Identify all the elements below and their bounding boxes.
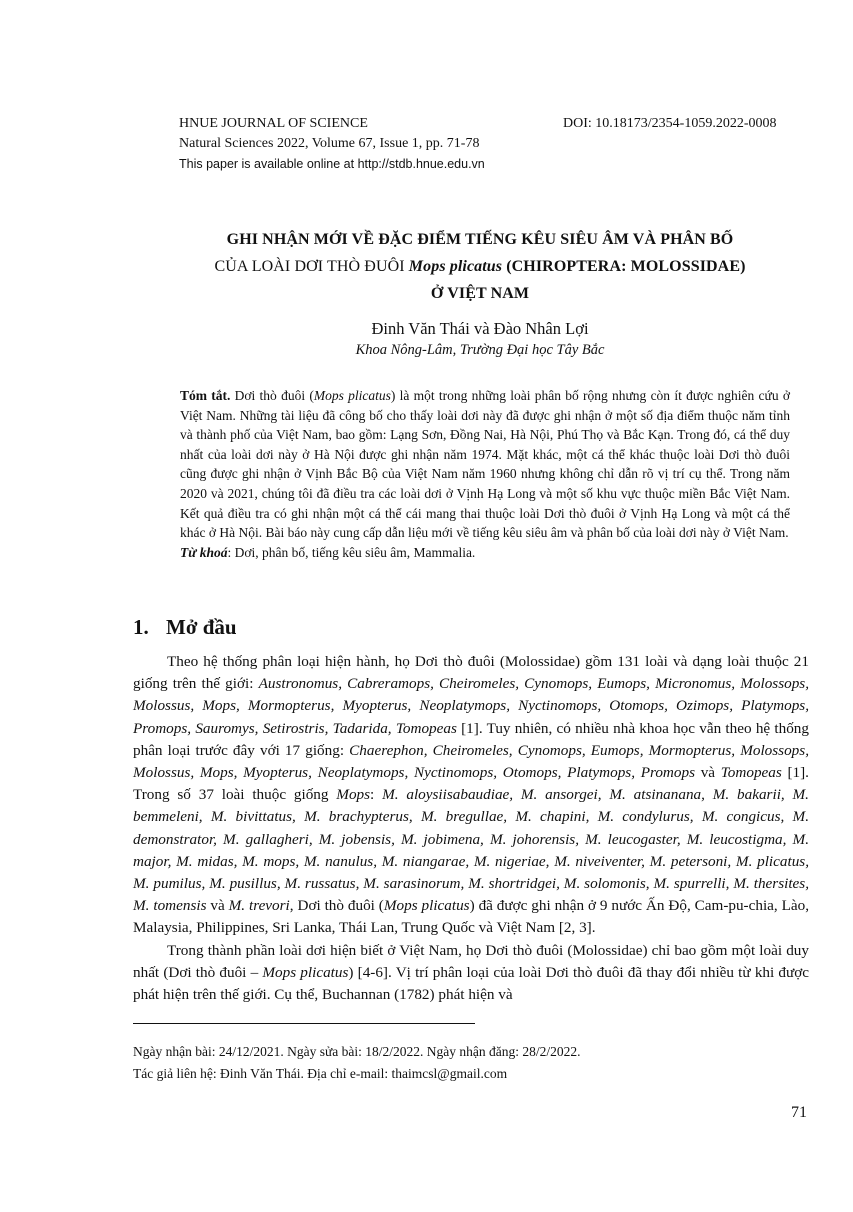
section-heading [133,615,237,640]
section-number: 1. [133,615,149,639]
section-title: Mở đầu [166,615,237,639]
authors: Đinh Văn Thái và Đào Nhân Lợi [371,319,589,338]
journal-issue: Natural Sciences 2022, Volume 67, Issue 1, pp. 71-78 [179,136,480,151]
online-availability: This paper is available online at http://stdb.hnue.edu.vn [179,157,485,171]
footnote-contact: Tác giả liên hệ: Đinh Văn Thái. Địa chỉ e-mail: thaimcsl@gmail.com [133,1066,508,1081]
abstract [180,386,790,562]
section-body [133,651,809,1006]
title-line-3: Ở VIỆT NAM [430,285,530,302]
paragraph-2: Trong thành phần loài dơi hiện biết ở Việt Nam, họ Dơi thò đuôi (Molossidae) chỉ bao gồm một loài duy nhất (Dơi thò đuôi – Mops plicatus) [4-6]. Vị trí phân loại của loài Dơi thò đuôi đã thay đổi nhiều từ khi được phát hiện trên thế giới. Cụ thể, Buchannan (1782) phát hiện và [133,941,810,1004]
page-number: 71 [791,1104,807,1121]
keywords: Từ khoá: Dơi, phân bố, tiếng kêu siêu âm, Mammalia. [180,544,476,560]
affiliation: Khoa Nông-Lâm, Trường Đại học Tây Bắc [355,342,605,358]
paragraph-1: Theo hệ thống phân loại hiện hành, họ Dơi thò đuôi (Molossidae) gồm 131 loài và dạng loài thuộc 21 giống trên thế giới: Austronomus, Cabreramops, Cheiromeles, Cynomops, Eumops, Micronomus, Molossops, Molossus, Mops, Mormopterus, Myopterus, Neoplatymops, Nyctinomops, Otomops, Ozimops, Platymops, Promops, Sauromys, Setirostris, Tadarida, Tomopeas [1]. Tuy nhiên, có nhiều nhà khoa học vẫn theo hệ thống phân loại trước đây với 17 giống: Chaerephon, Cheiromeles, Cynomops, Eumops, Mormopterus, Molossops, Molossus, Mops, Myopterus, Neoplatymops, Nyctinomops, Otomops, Platymops, Promops và Tomopeas [1]. Trong số 37 loài thuộc giống Mops: M. aloysiisabaudiae, M. ansorgei, M. atsinanana, M. bakarii, M. bemmeleni, M. bivittatus, M. brachypterus, M. bregullae, M. chapini, M. condylurus, M. congicus, M. demonstrator, M. gallagheri, M. jobensis, M. jobimena, M. johorensis, M. leucogaster, M. leucostigma, M. major, M. midas, M. mops, M. nanulus, M. niangarae, M. nigeriae, M. niveiventer, M. petersoni, M. plicatus, M. pumilus, M. pusillus, M. russatus, M. sarasinorum, M. shortridgei, M. solomonis, M. spurrelli, M. thersites, M. tomensis và M. trevori, Dơi thò đuôi (Mops plicatus) đã được ghi nhận ở 9 nước Ấn Độ, Cam-pu-chia, Lào, Malaysia, Philippines, Sri Lanka, Thái Lan, Trung Quốc và Việt Nam [2, 3]. [133,653,810,937]
doi: DOI: 10.18173/2354-1059.2022-0008 [563,116,777,131]
abstract-body: Tóm tắt. Dơi thò đuôi (Mops plicatus) là một trong những loài phân bố rộng nhưng còn ít được nghiên cứu ở Việt Nam. Những tài liệu đã công bố cho thấy loài dơi này đã được ghi nhận ở một số địa điểm thuộc năm tỉnh và thành phố của Việt Nam, bao gồm: Lạng Sơn, Đồng Nai, Hà Nội, Phú Thọ và Bắc Kạn. Trong đó, cá thể duy nhất của loài dơi này ở Hà Nội được ghi nhận năm 1974. Mặt khác, một cá thể khác thuộc loài Dơi thò đuôi cũng được ghi nhận ở Vịnh Bắc Bộ của Việt Nam năm 1960 nhưng không chỉ dẫn rõ vị trí cụ thể. Trong năm 2020 và 2021, chúng tôi đã điều tra các loài dơi ở Vịnh Hạ Long và một số khu vực thuộc miền Bắc Việt Nam. Kết quả điều tra có ghi nhận một cá thể cái mang thai thuộc loài Dơi thò đuôi ở Vịnh Hạ Long và một cá thể khác ở Hà Nội. Bài báo này cung cấp dẫn liệu mới về tiếng kêu siêu âm và phân bố của loài dơi này ở Việt Nam. [180,388,791,541]
abstract-label: Tóm tắt. [180,388,231,403]
journal-name: HNUE JOURNAL OF SCIENCE [179,116,368,131]
footnote-dates: Ngày nhận bài: 24/12/2021. Ngày sửa bài: 18/2/2022. Ngày nhận đăng: 28/2/2022. [133,1044,581,1059]
footnotes [133,1041,581,1085]
title-species: Mops plicatus [408,258,503,275]
title-line-1: GHI NHẬN MỚI VỀ ĐẶC ĐIỂM TIẾNG KÊU SIÊU ÂM VÀ PHÂN BỐ [226,231,734,248]
footnote-divider [133,1023,475,1024]
title-line-2: CỦA LOÀI DƠI THÒ ĐUÔI Mops plicatus (CHIROPTERA: MOLOSSIDAE) [214,258,746,275]
journal-header [179,114,485,174]
keywords-label: Từ khoá [180,544,228,560]
paper-title [150,226,810,307]
